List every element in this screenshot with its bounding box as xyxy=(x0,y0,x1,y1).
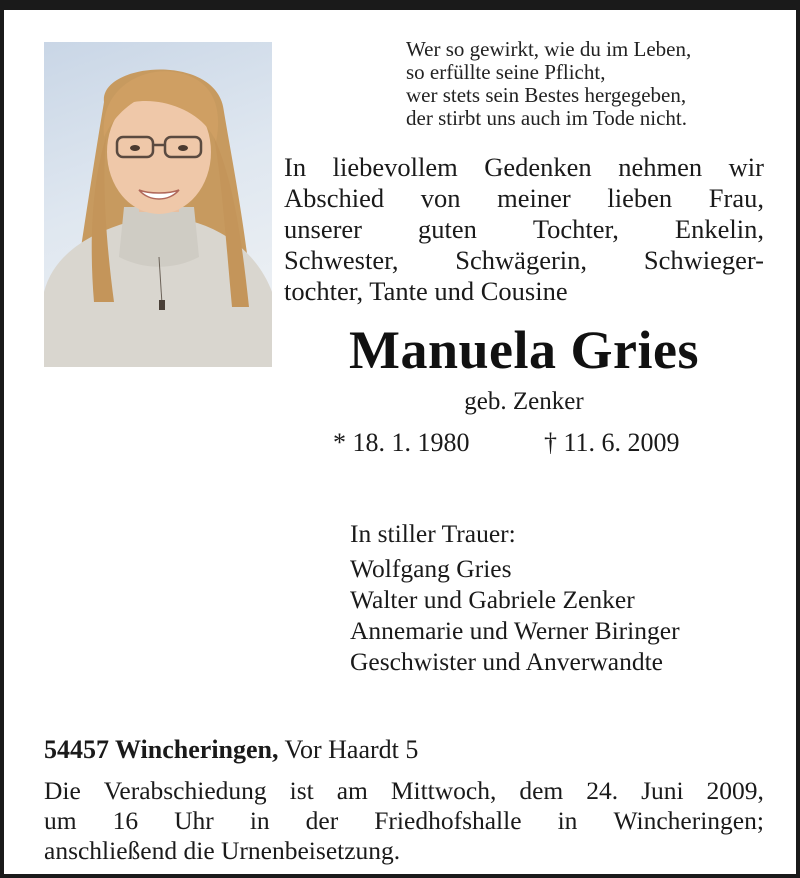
intro-word: von xyxy=(420,183,461,213)
mourner-name: Wolfgang Gries xyxy=(350,554,512,583)
intro-word: In xyxy=(284,152,307,182)
intro-word: unserer xyxy=(284,214,362,244)
service-word: am xyxy=(336,776,368,805)
service-line: anschließend die Urnenbeisetzung. xyxy=(44,836,401,865)
poem-line: der stirbt uns auch im Tode nicht. xyxy=(406,106,688,130)
maiden-name: geb. Zenker xyxy=(464,388,584,415)
service-word: Friedhofshalle xyxy=(374,806,522,835)
service-word: 2009, xyxy=(706,776,764,805)
mourners-heading: In stiller Trauer: xyxy=(350,519,516,548)
intro-word: lieben xyxy=(607,183,673,213)
mourner-name: Geschwister und Anverwandte xyxy=(350,647,663,676)
service-word: dem xyxy=(519,776,564,805)
service-word: Uhr xyxy=(174,806,214,835)
mourner-name: Walter und Gabriele Zenker xyxy=(350,585,635,614)
intro-word: Enkelin, xyxy=(674,214,764,244)
intro-word: liebevollem xyxy=(332,152,458,182)
service-word: 24. xyxy=(586,776,619,805)
intro-word: Frau, xyxy=(708,183,764,213)
intro-line xyxy=(284,152,764,183)
service-word: Verabschiedung xyxy=(103,776,267,805)
intro-word: Tochter, xyxy=(532,214,619,244)
mourner-name: Annemarie und Werner Biringer xyxy=(350,616,680,645)
intro-line xyxy=(284,183,764,214)
portrait-photo xyxy=(44,42,272,367)
intro-word: meiner xyxy=(497,183,571,213)
deceased-name: Manuela Gries xyxy=(349,320,699,380)
service-word: Wincheringen; xyxy=(613,806,764,835)
service-word: in xyxy=(557,806,578,835)
mourners-list xyxy=(350,518,680,677)
intro-line: tochter, Tante und Cousine xyxy=(284,276,568,306)
service-info xyxy=(44,776,764,866)
portrait-illustration xyxy=(44,42,272,367)
intro-word: Gedenken xyxy=(484,152,592,182)
poem-line: so erfüllte seine Pflicht, xyxy=(406,60,606,84)
service-word: Die xyxy=(44,776,81,805)
address xyxy=(44,734,418,765)
service-line xyxy=(44,776,764,806)
memorial-poem xyxy=(406,38,691,130)
birth-date: * 18. 1. 1980 xyxy=(333,428,470,457)
intro-word: nehmen xyxy=(618,152,703,182)
death-date: † 11. 6. 2009 xyxy=(544,428,680,457)
poem-line: Wer so gewirkt, wie du im Leben, xyxy=(406,37,692,61)
service-line xyxy=(44,806,764,836)
service-word: Juni xyxy=(641,776,684,805)
intro-text xyxy=(284,152,764,307)
service-word: in xyxy=(249,806,270,835)
service-word: 16 xyxy=(112,806,139,835)
service-word: um xyxy=(44,806,77,835)
address-postal-town: 54457 Wincheringen, xyxy=(44,735,279,764)
poem-line: wer stets sein Bestes hergegeben, xyxy=(406,83,687,107)
intro-word: Schwägerin, xyxy=(455,245,588,275)
service-word: ist xyxy=(289,776,314,805)
service-word: der xyxy=(305,806,339,835)
intro-word: Abschied xyxy=(284,183,385,213)
intro-line xyxy=(284,245,764,276)
address-street: Vor Haardt 5 xyxy=(284,735,419,764)
intro-word: guten xyxy=(417,214,477,244)
service-word: Mittwoch, xyxy=(390,776,497,805)
intro-line xyxy=(284,214,764,245)
intro-word: wir xyxy=(728,152,764,182)
intro-word: Schwester, xyxy=(284,245,399,275)
intro-word: Schwieger- xyxy=(643,245,764,275)
